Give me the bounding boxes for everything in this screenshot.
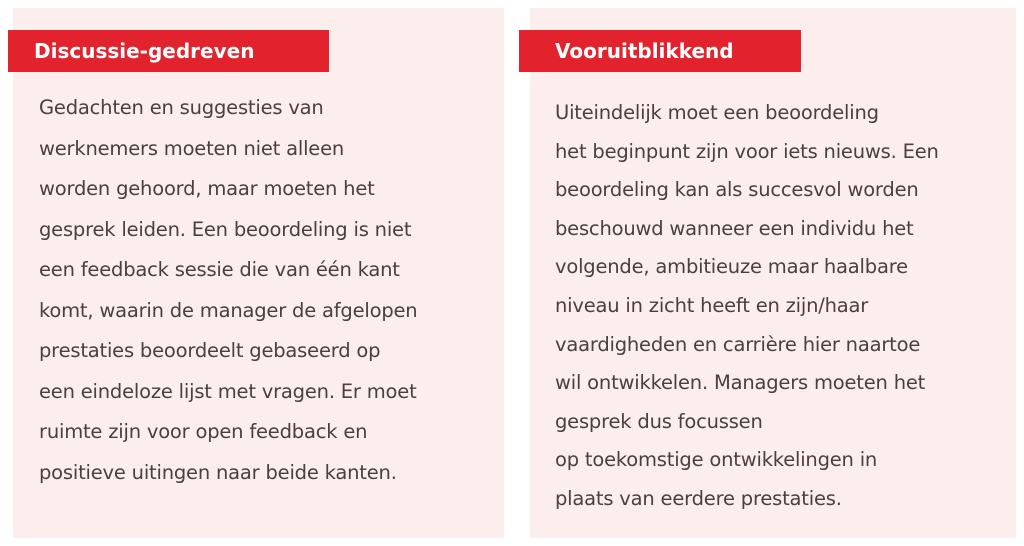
- text-line: vaardigheden en carrière hier naartoe: [555, 332, 921, 356]
- discussion-driven-heading: Discussie-gedreven: [8, 30, 329, 72]
- text-line: een eindeloze lijst met vragen. Er moet: [39, 379, 417, 403]
- text-line: beschouwd wanneer een individu het: [555, 216, 914, 240]
- text-line: positieve uitingen naar beide kanten.: [39, 460, 397, 484]
- text-line: worden gehoord, maar moeten het: [39, 177, 375, 200]
- text-line: werknemers moeten niet alleen: [39, 136, 345, 160]
- text-line: een feedback sessie die van één kant: [39, 258, 400, 281]
- text-line: prestaties beoordeelt gebaseerd op: [39, 339, 381, 362]
- text-line: niveau in zicht heeft en zijn/haar: [555, 293, 869, 317]
- forward-looking-text: [555, 94, 1015, 519]
- text-line: ruimte zijn voor open feedback en: [39, 420, 368, 443]
- text-line: gesprek leiden. Een beoordeling is niet: [39, 217, 412, 241]
- text-line: gesprek dus focussen: [555, 409, 763, 433]
- text-line: Gedachten en suggesties van: [39, 96, 324, 119]
- forward-looking-card: [530, 8, 1016, 538]
- text-line: beoordeling kan als succesvol worden: [555, 178, 919, 202]
- text-line: op toekomstige ontwikkelingen in: [555, 448, 878, 472]
- text-line: komt, waarin de manager de afgelopen: [39, 298, 418, 322]
- text-line: plaats van eerdere prestaties.: [555, 486, 842, 510]
- text-line: het beginpunt zijn voor iets nieuws. Een: [555, 139, 939, 163]
- text-line: wil ontwikkelen. Managers moeten het: [555, 371, 926, 395]
- text-line: Uiteindelijk moet een beoordeling: [555, 101, 879, 124]
- forward-looking-heading: Vooruitblikkend: [519, 30, 801, 72]
- discussion-driven-text: [39, 88, 499, 493]
- discussion-driven-card: [13, 8, 504, 538]
- text-line: volgende, ambitieuze maar haalbare: [555, 255, 908, 279]
